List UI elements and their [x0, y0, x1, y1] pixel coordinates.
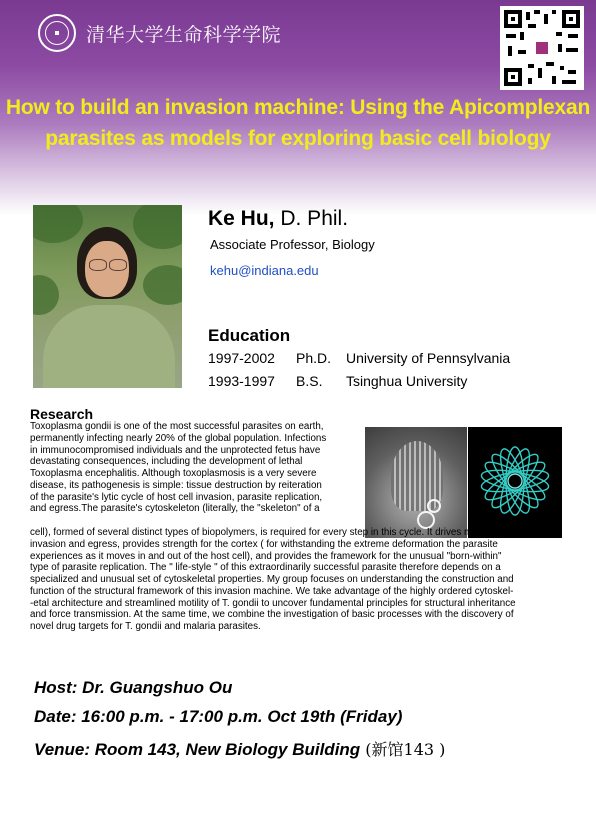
education-school: University of Pennsylvania: [346, 350, 511, 366]
school-name: 清华大学生命科学学院: [86, 24, 282, 46]
research-paragraph-bottom: cell), formed of several distinct types of biopolymers, is required for every step in this cycle. It drives motility for invasion and egress, provides strength for the cortex ( for withstanding the extreme deformation the parasite experiences as it moves in and out of the host cell), and provides the framework for the unusual "born-within" type of parasite replication. The " life-style " of this extraordinarily successful parasite therefore depends on a specialized and unusual set of cytoskeletal properties. My group focuses on understanding the construction and function of the structural framework of this invasion machine. We take advantage of the highly ordered cytoskel- -etal architecture and streamlined motility of T. gondii to uncover fundamental principles for structural inheritance and force transmission. At the same time, we combine the investigation of basic processes with the discovery of novel drug targets for T. gondii and malaria parasites.: [30, 527, 516, 633]
qr-logo-icon: [534, 40, 550, 56]
education-years: 1993-1997: [208, 373, 275, 389]
speaker-position: Associate Professor, Biology: [210, 237, 375, 252]
university-logo-icon: [38, 14, 76, 52]
event-venue-chinese: (新馆143 ): [360, 740, 446, 759]
education-years: 1997-2002: [208, 350, 275, 366]
event-venue: Venue: Room 143, New Biology Building (新馆143 ): [34, 740, 446, 759]
speaker-name: Ke Hu, D. Phil.: [208, 207, 349, 230]
education-degree: B.S.: [296, 373, 323, 389]
education-degree: Ph.D.: [296, 350, 332, 366]
cytoskeleton-fluorescence-image: [468, 427, 562, 538]
talk-title: How to build an invasion machine: Using the Apicomplexan parasites as models for exploring basic cell biology: [5, 96, 591, 150]
qr-code-icon[interactable]: [500, 6, 584, 90]
event-date: Date: 16:00 p.m. - 17:00 p.m. Oct 19th (Friday): [34, 707, 403, 726]
parasite-em-image: [365, 427, 467, 538]
speaker-email-link[interactable]: kehu@indiana.edu: [210, 263, 319, 278]
speaker-photo: [33, 205, 182, 388]
research-paragraph-top: Toxoplasma gondii is one of the most successful parasites on earth, permanently infecting nearly 20% of the global population. Infections in immunocompromised individuals and the unprotected fetus have devastating consequences, including the development of lethal Toxoplasma encephalitis. Although toxoplasmosis is a very severe disease, its pathogenesis is simple: tissue destruction by reiteration of the parasite's lytic cycle of host cell invasion, parasite replication, and egress.The parasite's cytoskeleton (literally, the "skeleton" of a: [30, 421, 327, 515]
header-banner: [0, 0, 596, 215]
education-school: Tsinghua University: [346, 373, 468, 389]
research-heading: Research: [30, 406, 94, 422]
education-heading: Education: [208, 326, 291, 345]
event-host: Host: Dr. Guangshuo Ou: [34, 678, 233, 697]
